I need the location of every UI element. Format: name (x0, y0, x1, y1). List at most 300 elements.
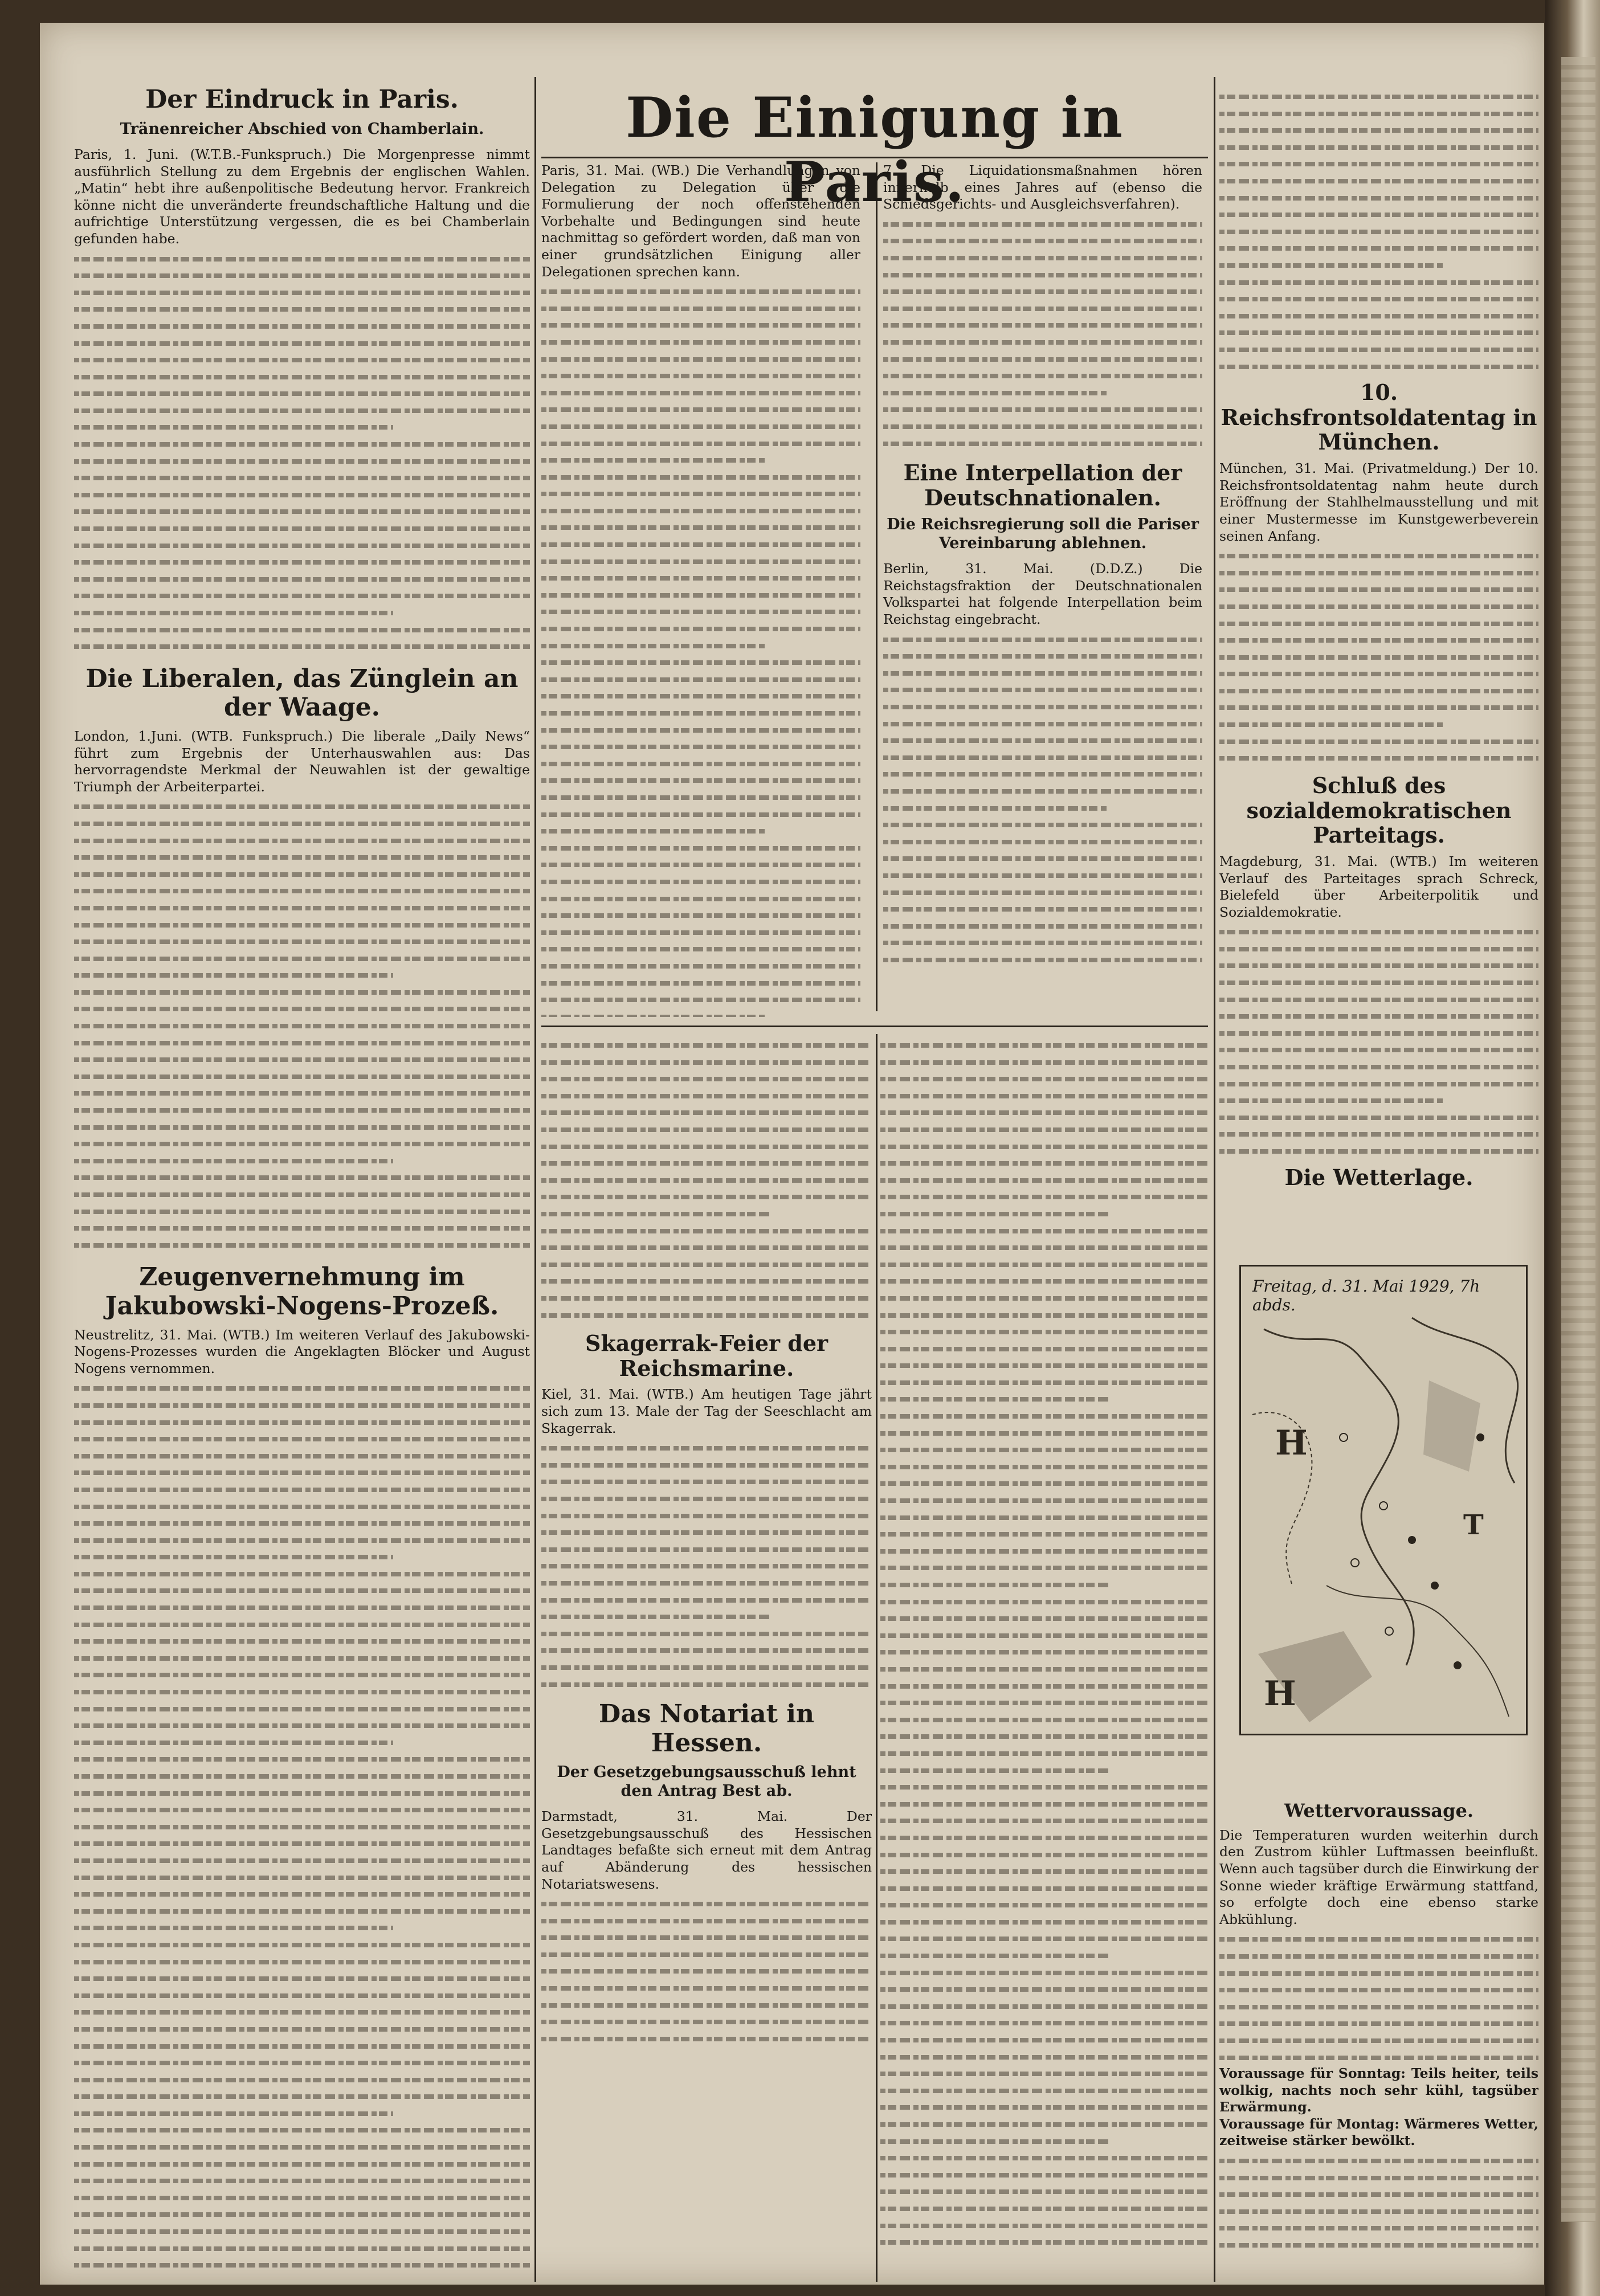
text-line (883, 732, 1202, 749)
text-line (74, 815, 530, 832)
text-line (541, 485, 860, 502)
text-line (883, 849, 1202, 867)
text-line (541, 1591, 872, 1608)
text-line (883, 917, 1202, 934)
text-line (1219, 1109, 1538, 1126)
text-line (1219, 547, 1538, 564)
text-line (880, 1829, 1208, 1846)
text-line (880, 1053, 1208, 1071)
text-line (1219, 1125, 1538, 1142)
text-line (541, 1574, 872, 1591)
text-line (74, 882, 530, 899)
text-line (883, 333, 1202, 350)
text-line (74, 2273, 530, 2279)
text-line (1219, 615, 1538, 632)
text-line (541, 1306, 872, 1323)
article-lead: Paris, 31. Mai. (WB.) Die Verhandlungen von Delegation zu Delegation über die Formulierung der noch offenstehenden Vorbehalte und Bedingungen sind heute nachmittag so gefördert worden, daß man von einer grundsätzlichen Einigung aller Delegationen sprechen kann. (541, 162, 860, 280)
text-line (74, 2189, 530, 2206)
article-lead: München, 31. Mai. (Privatmeldung.) Der 10. Reichsfrontsoldatentag nahm heute durch Eröffnung der Stahlhelmausstellung und mit einer Mustermesse im Kunstgewerbeverein seinen Anfang. (1219, 460, 1538, 544)
text-line (541, 839, 860, 856)
text-line (1219, 2169, 1538, 2186)
text-line (541, 1188, 872, 1205)
text-line (74, 865, 530, 883)
text-line (541, 1239, 872, 1256)
text-line (74, 1666, 530, 1683)
text-line (1219, 1930, 1538, 1947)
text-line (541, 1608, 773, 1625)
text-line (883, 300, 1202, 317)
text-line (74, 638, 530, 655)
text-line (1219, 1058, 1538, 1075)
article-lead: Darmstadt, 31. Mai. Der Gesetzgebungsausschuß des Hessischen Landtages befaßte sich erneut mit dem Antrag auf Abänderung des hessischen Notariatswesens. (541, 1808, 872, 1892)
text-line (880, 2115, 1208, 2132)
text-line (74, 1599, 530, 1616)
text-line (541, 1121, 872, 1138)
text-line (883, 715, 1202, 732)
text-line (541, 704, 860, 721)
text-line (883, 401, 1202, 418)
text-line (74, 1051, 530, 1068)
text-line (74, 1000, 530, 1017)
text-line (880, 2149, 1208, 2166)
text-line (1219, 923, 1538, 940)
text-line (74, 2155, 530, 2172)
text-line (74, 1717, 530, 1734)
text-line (880, 1357, 1208, 1374)
text-line (74, 418, 393, 435)
text-line (1219, 324, 1538, 341)
text-line (883, 215, 1202, 232)
forecast-lead: Die Temperaturen wurden weiterhin durch den Zustrom kühler Luftmassen beeinflußt. Wenn auch tagsüber durch die Einwirkung der Sonne wieder kräftige Erwärmung stattfand, so erfolgte doch eine ebenso starke Abkühlung. (1219, 1827, 1538, 1927)
text-line (880, 1643, 1208, 1660)
text-line (74, 966, 393, 983)
text-line (541, 1658, 872, 1676)
article-lead: Berlin, 31. Mai. (D.D.Z.) Die Reichstagsfraktion der Deutschnationalen Volkspartei hat folgende Interpellation beim Reichstag eingebracht. (883, 561, 1202, 628)
text-line (880, 1964, 1208, 1981)
text-line (880, 1306, 1208, 1323)
text-line (541, 1641, 872, 1658)
text-line (541, 367, 860, 384)
article-title: Zeugenvernehmung im Jakubowski-Nogens-Prozeß. (105, 1263, 499, 1321)
text-line (880, 2200, 1208, 2217)
text-line (74, 2071, 530, 2088)
text-line (74, 1152, 393, 1169)
article-body (1219, 1930, 1538, 2065)
text-line (883, 435, 1202, 452)
text-line (74, 1919, 393, 1936)
text-line (74, 1135, 530, 1152)
text-line (541, 2030, 872, 2047)
text-line (880, 1930, 1208, 1947)
text-line (74, 1413, 530, 1431)
text-line (541, 789, 860, 806)
text-line (1219, 2049, 1538, 2066)
text-line (541, 418, 860, 435)
text-line (74, 1548, 393, 1565)
text-line (880, 1980, 1208, 1997)
text-line (1219, 2015, 1538, 2032)
text-line (1219, 648, 1538, 665)
text-line (880, 1609, 1208, 1627)
svg-text:T: T (1463, 1509, 1484, 1541)
text-line (880, 1492, 1208, 1509)
text-line (1219, 105, 1538, 122)
text-line (1219, 223, 1538, 240)
text-line (1219, 273, 1538, 291)
text-line (541, 1439, 872, 1456)
newspaper-page (40, 23, 1544, 2285)
text-line (880, 1762, 1110, 1779)
text-line (541, 316, 860, 333)
text-line (883, 266, 1202, 283)
text-line (74, 435, 530, 452)
article-body (1219, 2152, 1538, 2253)
text-line (880, 2082, 1208, 2099)
text-line (1219, 631, 1538, 648)
text-line (880, 1036, 1208, 1053)
text-line (880, 1694, 1208, 1711)
text-line (883, 316, 1202, 333)
svg-text:H: H (1275, 1423, 1308, 1463)
text-line (880, 1997, 1208, 2015)
text-line (880, 1778, 1208, 1795)
text-line (541, 1008, 765, 1017)
text-line (541, 940, 860, 957)
article-title: Die Liberalen, das Zünglein an der Waage. (85, 664, 519, 722)
text-line (74, 2105, 393, 2122)
column-center-lower-right (880, 1034, 1208, 2276)
text-line (880, 2065, 1208, 2082)
text-line (541, 401, 860, 418)
text-line (74, 1869, 530, 1886)
text-line (880, 1104, 1208, 1121)
text-line (1219, 564, 1538, 581)
article-title: Skagerrak-Feier der Reichsmarine. (585, 1330, 828, 1381)
text-line (541, 1541, 872, 1558)
text-line (541, 1473, 872, 1490)
text-line (541, 1490, 872, 1507)
text-line (1219, 2219, 1538, 2236)
text-line (74, 1700, 530, 1717)
article-body (883, 215, 1202, 451)
text-line (74, 1953, 530, 1970)
text-line (880, 1474, 1208, 1492)
text-line (541, 468, 860, 485)
text-line (880, 1896, 1208, 1913)
text-line (883, 249, 1202, 266)
text-line (880, 1138, 1208, 1155)
text-line (541, 1929, 872, 1946)
text-line (1219, 974, 1538, 991)
text-line (541, 721, 860, 738)
article-lead: Magdeburg, 31. Mai. (WTB.) Im weiteren Verlauf des Parteitages sprach Schreck, Bielefeld über Arbeiterpolitik und Sozialdemokratie. (1219, 853, 1538, 920)
text-line (541, 1222, 872, 1239)
text-line (1219, 749, 1538, 766)
text-line (541, 653, 860, 671)
text-line (880, 1272, 1208, 1289)
text-line (1219, 307, 1538, 324)
text-line (880, 1947, 1110, 1964)
text-line (74, 604, 393, 621)
text-line (74, 1498, 530, 1515)
text-line (880, 1441, 1208, 1458)
text-line (541, 1171, 872, 1188)
text-line (880, 1880, 1208, 1897)
text-line (74, 402, 530, 419)
text-line (74, 2087, 530, 2105)
text-line (1219, 1947, 1538, 1964)
text-line (541, 890, 860, 907)
text-line (541, 637, 765, 654)
text-line (883, 384, 1107, 401)
text-line (74, 1852, 530, 1869)
text-line (541, 822, 765, 839)
text-line (74, 1801, 530, 1818)
text-line (74, 2256, 530, 2273)
text-line (541, 1104, 872, 1121)
text-line (880, 1660, 1208, 1677)
text-line (74, 1236, 530, 1253)
text-line (541, 1053, 872, 1071)
text-line (883, 765, 1202, 782)
text-line (74, 587, 530, 604)
text-line (74, 469, 530, 486)
text-line (74, 1017, 530, 1034)
text-line (541, 1895, 872, 1912)
text-line (74, 1987, 530, 2004)
text-line (1219, 1998, 1538, 2015)
article-body (1219, 923, 1538, 1159)
text-line (541, 1205, 773, 1222)
text-line (1219, 206, 1538, 223)
text-line (541, 806, 860, 823)
column-center-upper (541, 162, 1208, 1017)
text-line (1219, 1092, 1443, 1109)
text-line (880, 2014, 1208, 2031)
text-line (883, 232, 1202, 249)
text-line (74, 1514, 530, 1531)
text-line (1219, 698, 1538, 716)
text-line (541, 1979, 872, 1996)
article-lead: Neustrelitz, 31. Mai. (WTB.) Im weiteren Verlauf des Jakubowski-Nogens-Prozesses wurden die Angeklagten Blöcker und August Nogens vernommen. (74, 1326, 530, 1376)
text-line (880, 2217, 1208, 2234)
text-line (74, 1632, 530, 1649)
text-line (883, 283, 1202, 300)
text-line (880, 2098, 1208, 2115)
text-line (1219, 256, 1443, 273)
text-line (880, 2233, 1208, 2250)
text-line (74, 1430, 530, 1447)
text-line (883, 951, 1202, 968)
text-line (74, 284, 530, 301)
text-line (74, 250, 530, 267)
text-line (880, 2183, 1208, 2200)
text-line (74, 486, 530, 503)
weather-map-caption: Freitag, d. 31. Mai 1929, 7h abds. (1252, 1277, 1480, 1314)
text-line (74, 2172, 530, 2189)
text-line (1219, 1142, 1538, 1159)
forecast-sunday: Voraussage für Sonntag: Teils heiter, teils wolkig, nachts noch sehr kühl, tagsüber Erwärmung. (1219, 2065, 1538, 2115)
text-line (541, 1087, 872, 1104)
article-title: Eine Interpellation der Deutschnationalen. (903, 460, 1182, 510)
article-title: Der Eindruck in Paris. (145, 85, 459, 114)
text-line (1219, 1007, 1538, 1024)
text-line (541, 384, 860, 401)
text-line (880, 1627, 1208, 1644)
text-line (541, 1962, 872, 1979)
text-line (880, 1711, 1208, 1728)
text-line (541, 603, 860, 620)
text-line (541, 1256, 872, 1273)
text-line (1219, 189, 1538, 206)
text-line (74, 1970, 530, 1987)
text-line (74, 1616, 530, 1633)
text-line (1219, 733, 1538, 750)
article-subtitle: Tränenreicher Abschied von Chamberlain. (120, 120, 484, 138)
text-line (74, 1203, 530, 1220)
article-subtitle: Die Reichsregierung soll die Pariser Vereinbarung ablehnen. (887, 516, 1199, 552)
text-line (883, 799, 1107, 816)
forecast-title: Wettervoraussage. (1284, 1800, 1474, 1821)
text-line (74, 1481, 530, 1498)
text-line (74, 1118, 530, 1135)
text-line (541, 755, 860, 772)
article-body (1219, 547, 1538, 766)
text-line (880, 2031, 1208, 2048)
text-line (883, 664, 1202, 681)
weather-map-drawing (1241, 1267, 1526, 1734)
text-line (1219, 716, 1443, 733)
text-line (541, 738, 860, 755)
text-line (74, 950, 530, 967)
text-line (880, 1458, 1208, 1475)
text-line (541, 1272, 872, 1289)
text-line (880, 1812, 1208, 1829)
text-line (541, 856, 860, 873)
text-line (74, 1186, 530, 1203)
text-line (541, 771, 860, 789)
text-line (1219, 138, 1538, 156)
text-line (74, 1101, 530, 1118)
text-line (880, 1121, 1208, 1138)
text-line (541, 536, 860, 553)
text-line (883, 816, 1202, 833)
article-lead: Kiel, 31. Mai. (WTB.) Am heutigen Tage jährt sich zum 13. Male der Tag der Seeschlacht am Skagerrak. (541, 1386, 872, 1436)
text-line (880, 1862, 1208, 1880)
text-line (541, 906, 860, 924)
text-line (74, 2037, 530, 2054)
article-body (880, 1036, 1208, 2250)
text-line (883, 367, 1202, 384)
article-body (883, 631, 1202, 968)
text-line (74, 899, 530, 916)
text-line (74, 1784, 530, 1801)
svg-text:H: H (1264, 1674, 1296, 1714)
section-title-weather: Die Wetterlage. (1284, 1164, 1474, 1190)
text-line (880, 1593, 1208, 1610)
text-line (74, 2121, 530, 2138)
text-line (880, 1407, 1208, 1424)
article-subtitle: Der Gesetzgebungsausschuß lehnt den Antrag Best ab. (557, 1763, 856, 1800)
text-line (1219, 2236, 1538, 2253)
text-line (880, 1256, 1208, 1273)
text-line (74, 1582, 530, 1599)
text-line (74, 1396, 530, 1413)
text-line (74, 2003, 530, 2020)
text-line (541, 1138, 872, 1155)
text-line (541, 350, 860, 367)
text-line (74, 334, 530, 352)
text-line (74, 2054, 530, 2071)
text-line (74, 520, 530, 537)
text-line (880, 1289, 1208, 1306)
text-line (74, 1169, 530, 1186)
text-line (880, 1171, 1208, 1188)
text-line (880, 1087, 1208, 1104)
text-line (883, 900, 1202, 917)
text-line (1219, 957, 1538, 974)
text-line (541, 924, 860, 941)
text-line (74, 2138, 530, 2155)
text-line (883, 418, 1202, 435)
text-line (541, 957, 860, 974)
text-line (1219, 682, 1538, 699)
text-line (1219, 2152, 1538, 2169)
article-lead: 7. Die Liquidationsmaßnahmen hören innerhalb eines Jahres auf (ebenso die Schiedsgerichts- und Ausgleichsverfahren). (883, 162, 1202, 213)
text-line (1219, 88, 1538, 105)
text-line (1219, 121, 1538, 138)
text-line (1219, 358, 1538, 375)
text-line (880, 1188, 1208, 1205)
text-line (541, 502, 860, 519)
text-line (541, 553, 860, 570)
text-line (541, 1676, 872, 1693)
text-line (74, 385, 530, 402)
text-line (880, 1509, 1208, 1526)
text-line (74, 916, 530, 933)
text-line (1219, 2185, 1538, 2203)
text-line (74, 1835, 530, 1852)
article-title: 10. Reichsfrontsoldatentag in München. (1221, 379, 1537, 455)
text-line (880, 1559, 1208, 1576)
text-line (1219, 1964, 1538, 1982)
text-line (541, 873, 860, 890)
text-line (74, 553, 530, 570)
text-line (74, 832, 530, 849)
text-line (74, 2223, 530, 2240)
text-line (74, 1683, 530, 1700)
text-line (1219, 239, 1538, 256)
text-line (880, 1677, 1208, 1694)
text-line (1219, 2032, 1538, 2049)
text-line (74, 1068, 530, 1085)
text-line (541, 1036, 872, 1053)
weather-map (1239, 1265, 1528, 1735)
text-line (74, 502, 530, 520)
text-line (1219, 2203, 1538, 2220)
text-line (1219, 341, 1538, 358)
text-line (541, 300, 860, 317)
text-line (74, 1750, 530, 1767)
text-line (541, 1946, 872, 1963)
text-line (74, 1818, 530, 1835)
text-line (1219, 940, 1538, 957)
text-line (880, 1542, 1208, 1559)
text-line (541, 1070, 872, 1087)
text-line (541, 1507, 872, 1524)
text-line (1219, 991, 1538, 1008)
text-line (883, 884, 1202, 901)
